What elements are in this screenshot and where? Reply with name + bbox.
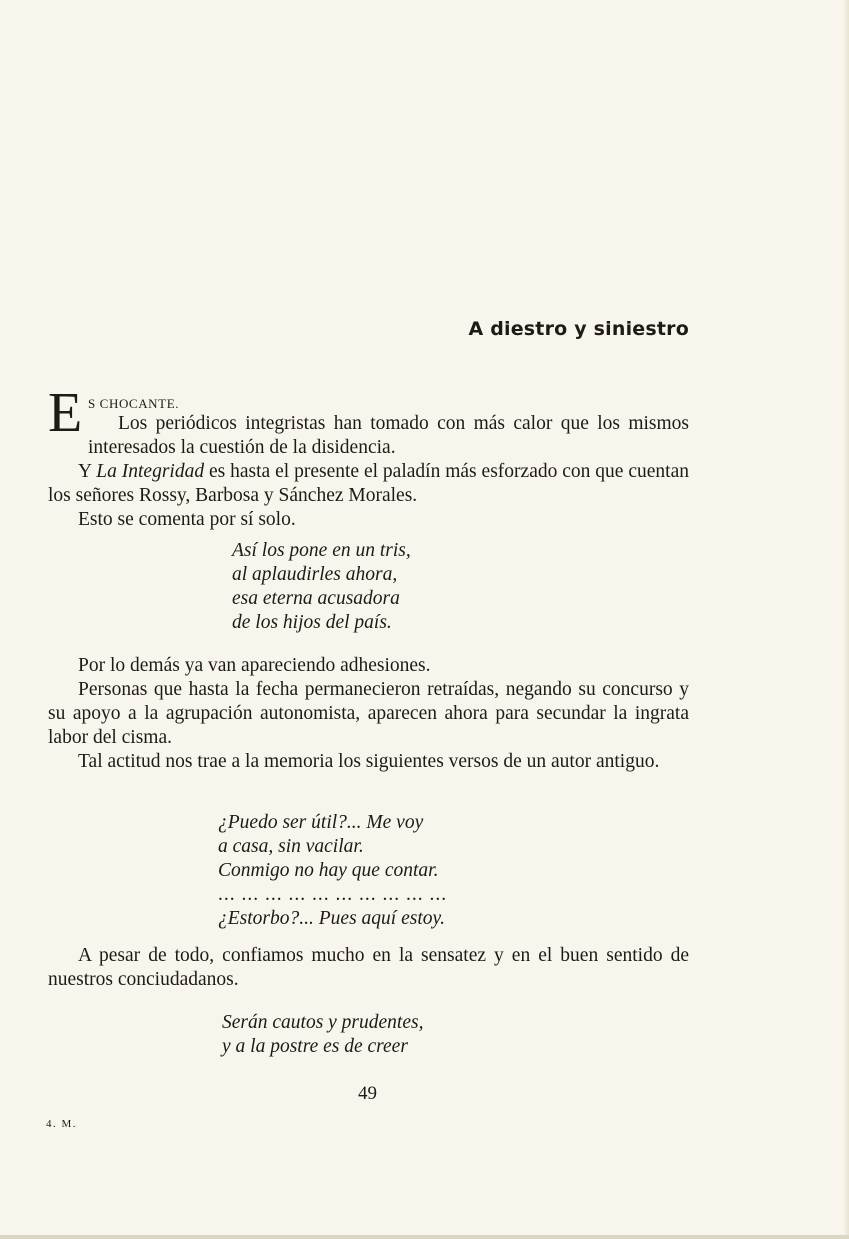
verse-line: a casa, sin vacilar. [218, 836, 364, 857]
newspaper-name: La Integridad [96, 461, 205, 482]
paragraph-2-prefix: Y [78, 461, 97, 482]
paragraph-7: A pesar de todo, confiamos mucho en la sensatez y en el buen sentido de nuestros conciudadanos. [48, 945, 689, 990]
page-bottom-edge [0, 1235, 849, 1239]
verse-line: ¿Estorbo?... Pues aquí estoy. [218, 908, 445, 929]
page-number: 49 [358, 1083, 377, 1104]
drop-cap: E [48, 382, 83, 444]
verse-2 [218, 811, 447, 931]
article-title: A diestro y siniestro [468, 318, 689, 340]
verse-line: Así los pone en un tris, [232, 540, 411, 561]
printer-signature: 4. M. [46, 1118, 78, 1130]
verse-line: de los hijos del país. [232, 612, 392, 633]
paragraph-2 [48, 460, 689, 508]
opening-section [48, 382, 689, 532]
body-section-3 [48, 944, 689, 992]
verse-line: esa eterna acusadora [232, 588, 400, 609]
verse-3 [222, 1011, 423, 1059]
verse-line: Serán cautos y prudentes, [222, 1012, 424, 1033]
paragraph-6: Tal actitud nos trae a la memoria los siguientes versos de un autor antiguo. [78, 751, 660, 772]
verse-line: al aplaudirles ahora, [232, 564, 398, 585]
verse-line: y a la postre es de creer [222, 1036, 408, 1057]
verse-line: Conmigo no hay que contar. [218, 860, 439, 881]
paragraph-1: Los periódicos integristas han tomado con más calor que los mismos interesados la cuestión de la disidencia. [88, 413, 689, 458]
paragraph-2-suffix: es hasta el presente el paladín más esforzado con que cuentan los señores Rossy, Barbosa y Sánchez Morales. [48, 461, 689, 506]
body-section-2 [48, 654, 689, 774]
page-edge [843, 0, 849, 1239]
paragraph-4: Por lo demás ya van apareciendo adhesiones. [78, 655, 431, 676]
opening-body [48, 412, 689, 460]
opening-smallcaps: S CHOCANTE. [88, 396, 180, 411]
ellipsis-line: ... ... ... ... ... ... ... ... ... ... [218, 884, 448, 905]
verse-line: ¿Puedo ser útil?... Me voy [218, 812, 424, 833]
paragraph-3: Esto se comenta por sí solo. [78, 509, 296, 530]
verse-1 [232, 539, 411, 635]
paragraph-5: Personas que hasta la fecha permanecieron retraídas, negando su concurso y su apoyo a la agrupación autonomista, aparecen ahora para secundar la ingrata labor del cisma. [48, 679, 689, 748]
